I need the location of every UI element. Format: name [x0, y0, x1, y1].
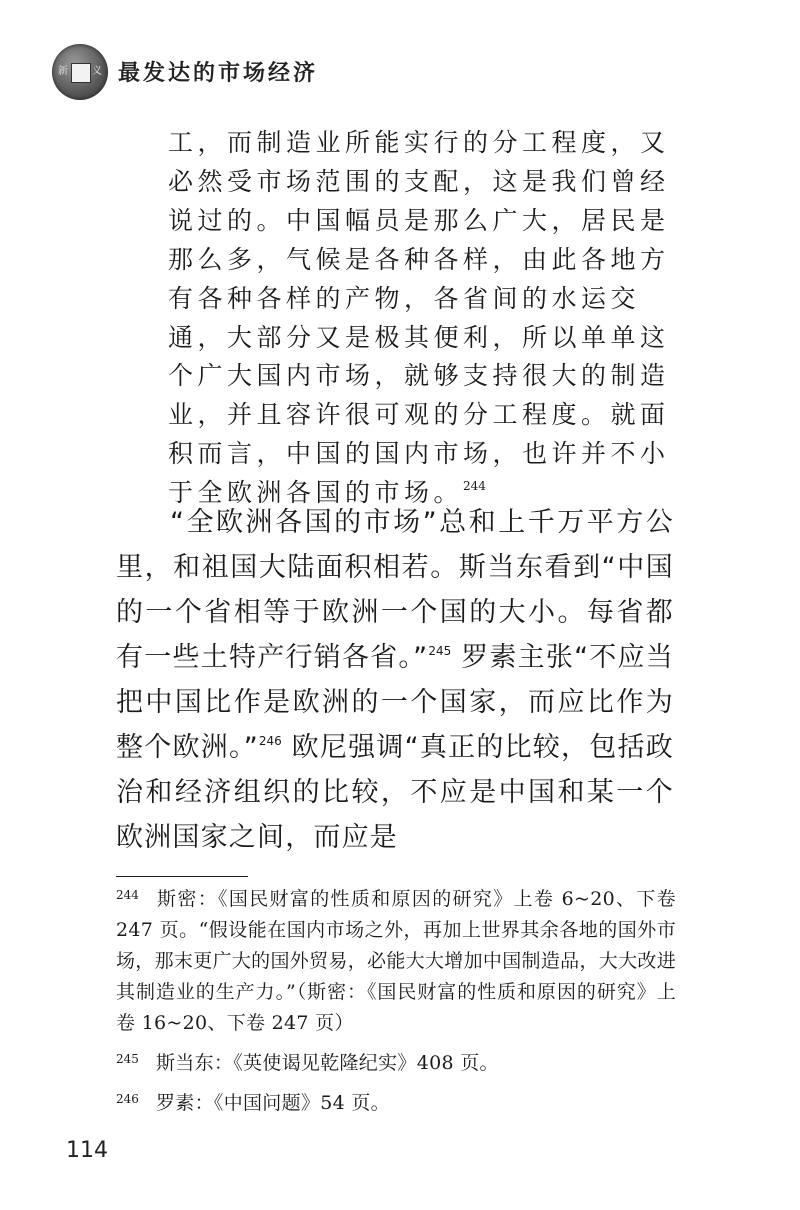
body-paragraph [116, 500, 674, 860]
footnote-number: 246 [116, 1092, 139, 1106]
footnotes [116, 880, 676, 1124]
footnote-ref-244: 244 [463, 479, 486, 494]
body-text-part-3: 欧尼强调“真正的比较，包括政治和经济组织的比较，不应是中国和某一个欧洲国家之间，而应是 [116, 732, 674, 853]
block-quote [168, 124, 673, 513]
footnote-246 [116, 1084, 676, 1119]
quote-paragraph [168, 124, 673, 513]
page-number: 114 [66, 1138, 108, 1163]
footnote-text: 斯当东：《英使谒见乾隆纪实》408 页。 [156, 1052, 499, 1074]
running-header [52, 44, 752, 104]
footnote-244 [116, 880, 676, 1039]
footnote-divider [116, 876, 248, 877]
coin-square-hole [71, 63, 91, 83]
footnote-text: 斯密：《国民财富的性质和原因的研究》上卷 6~20、下卷 247 页。“假设能在国内市场之外，再加上世界其余各地的国外市场，那末更广大的国外贸易，必能大大增加中国制造品，大大改进其制造业的生产力。”（斯密：《国民财富的性质和原因的研究》上卷 16~20、下卷 247 页） [116, 888, 676, 1034]
footnote-ref-246: 246 [258, 734, 282, 748]
footnote-number: 244 [116, 888, 139, 902]
coin-logo-icon [52, 44, 108, 100]
coin-mark-left: 新 [58, 66, 68, 77]
body-paragraph-block [116, 500, 674, 860]
footnote-245 [116, 1044, 676, 1079]
body-text-part-2: 罗素主张“不应当把中国比作是欧洲的一个国家，而应比作为整个欧洲。” [116, 642, 674, 763]
body-text-part-1: “全欧洲各国的市场”总和上千万平方公里，和祖国大陆面积相若。斯当东看到“中国的一个省相等于欧洲一个国的大小。每省都有一些土特产行销各省。” [116, 507, 674, 673]
footnote-number: 245 [116, 1052, 139, 1066]
running-title: 最发达的市场经济 [118, 61, 319, 86]
quote-text: 工，而制造业所能实行的分工程度，又必然受市场范围的支配，这是我们曾经说过的。中国幅员是那么广大，居民是那么多，气候是各种各样，由此各地方有各种各样的产物，各省间的水运交通，大部分又是极其便利，所以单单这个广大国内市场，就够支持很大的制造业，并且容许很可观的分工程度。就面积而言，中国的国内市场，也许并不小于全欧洲各国的市场。 [168, 128, 670, 508]
coin-mark-right: 义 [92, 66, 102, 77]
footnote-ref-245: 245 [428, 644, 452, 658]
footnote-text: 罗素：《中国问题》54 页。 [156, 1092, 390, 1114]
